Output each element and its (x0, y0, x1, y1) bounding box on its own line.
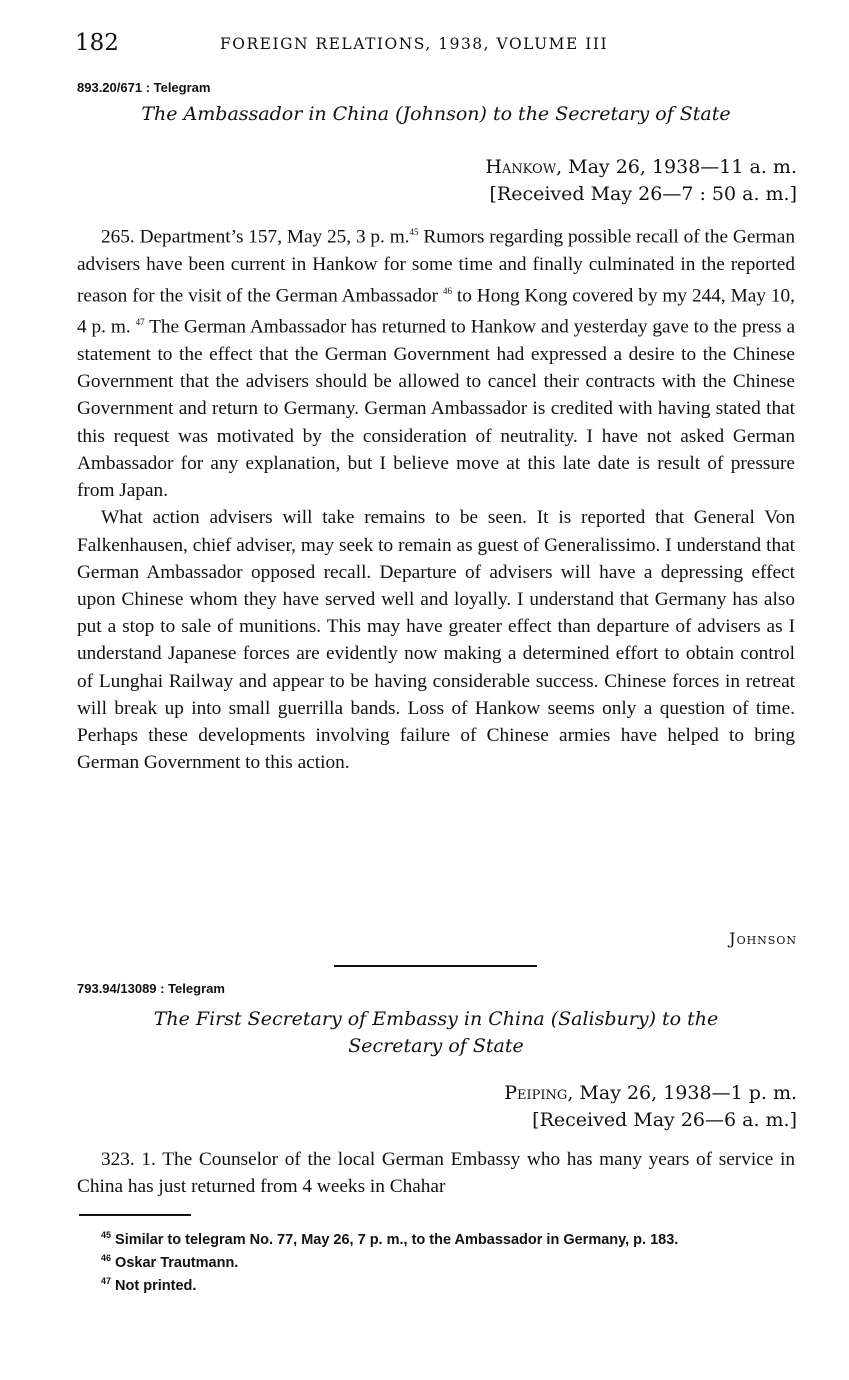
paragraph-1 (77, 219, 795, 504)
received-line-1: [Received May 26—7 : 50 a. m.] (489, 183, 797, 205)
paragraph-1-text-a: 265. Department’s 157, May 25, 3 p. m. (101, 226, 410, 248)
telegram-title-2-line-1: The First Secretary of Embassy in China (Salisbury) to the (153, 1008, 719, 1030)
telegram-title-2 (77, 1006, 795, 1060)
paragraph-2: What action advisers will take remains to be seen. It is reported that General Von Falkenhausen, chief adviser, may seek to remain as guest of Generalissimo. I understand that German Ambassador opposed recall. Departure of advisers will have a depressing effect upon Chinese whom they have served well and loyally. I understand that Germany has also put a stop to sale of munitions. This may have greater effect than departure of advisers as I understand Japanese forces are evidently now making a determined effort to obtain control of Lunghai Railway and appear to be having considerable success. Chinese forces in retreat will break up into small guerrilla bands. Loss of Hankow seems only a question of time. Perhaps these developments involving failure of Chinese armies have helped to bring German Government to this action. (77, 507, 795, 774)
file-reference-1: 893.20/671 : Telegram (77, 80, 211, 95)
footnotes (77, 1226, 797, 1294)
running-head: FOREIGN RELATIONS, 1938, VOLUME III (220, 35, 609, 53)
page-number: 182 (75, 30, 119, 56)
dateline-date-2: , May 26, 1938—1 p. m. (567, 1082, 797, 1104)
footnote-text-47: Not printed. (115, 1277, 197, 1294)
dateline-date-1: , May 26, 1938—11 a. m. (556, 156, 797, 178)
footnote-rule (79, 1214, 191, 1216)
footnote-ref-46: 46 (442, 285, 452, 296)
footnote-marker-45: 45 (101, 1230, 112, 1240)
dateline-2 (504, 1080, 797, 1134)
footnote-46 (77, 1249, 797, 1272)
footnote-ref-47: 47 (135, 317, 145, 328)
file-reference-2: 793.94/13089 : Telegram (77, 981, 225, 996)
telegram-title-2-line-2: Secretary of State (348, 1035, 524, 1057)
footnote-ref-45: 45 (409, 227, 419, 237)
footnote-marker-47: 47 (101, 1275, 112, 1286)
dateline-place-2: Peiping (504, 1082, 568, 1104)
dateline-1 (485, 154, 797, 208)
page-header (75, 30, 795, 62)
received-line-2: [Received May 26—6 a. m.] (532, 1109, 797, 1131)
footnote-marker-46: 46 (101, 1252, 112, 1263)
paragraph-1-text-d: The German Ambassador has returned to Hankow and yesterday gave to the press a statement to the effect that the German Government had expressed a desire to the Chinese Government that the advisers should be allowed to cancel their contracts with the Chinese Government and return to Germany. German Ambassador is credited with having stated that this request was motivated by the consideration of neutrality. I have not asked German Ambassador for any explanation, but I believe move at this late date is result of pressure from Japan. (77, 316, 796, 502)
footnote-47 (77, 1272, 797, 1295)
signature-1: Johnson (729, 929, 797, 948)
dateline-place-1: Hankow (485, 156, 557, 178)
footnote-text-45: Similar to telegram No. 77, May 26, 7 p. m., to the Ambassador in Germany, p. 183. (115, 1231, 679, 1248)
footnote-text-46: Oskar Trautmann. (115, 1254, 239, 1271)
paragraph-1-text-b: Rumors regarding possible recall of the German advisers have been current in Hankow for some time and finally culminated in the reported reason for the visit of the German Ambassador (77, 226, 795, 307)
section-divider (334, 965, 537, 967)
footnote-45 (77, 1226, 797, 1249)
telegram-body-1 (77, 219, 795, 776)
paragraph-3: 323. 1. The Counselor of the local German Embassy who has many years of service in China has just returned from 4 weeks in Chahar (77, 1149, 795, 1198)
telegram-body-2 (77, 1146, 795, 1200)
telegram-title-1: The Ambassador in China (Johnson) to the Secretary of State (141, 103, 731, 125)
paragraph-1-text-c: to Hong Kong covered by my 244, May 10, 4 p. m. (77, 285, 796, 338)
